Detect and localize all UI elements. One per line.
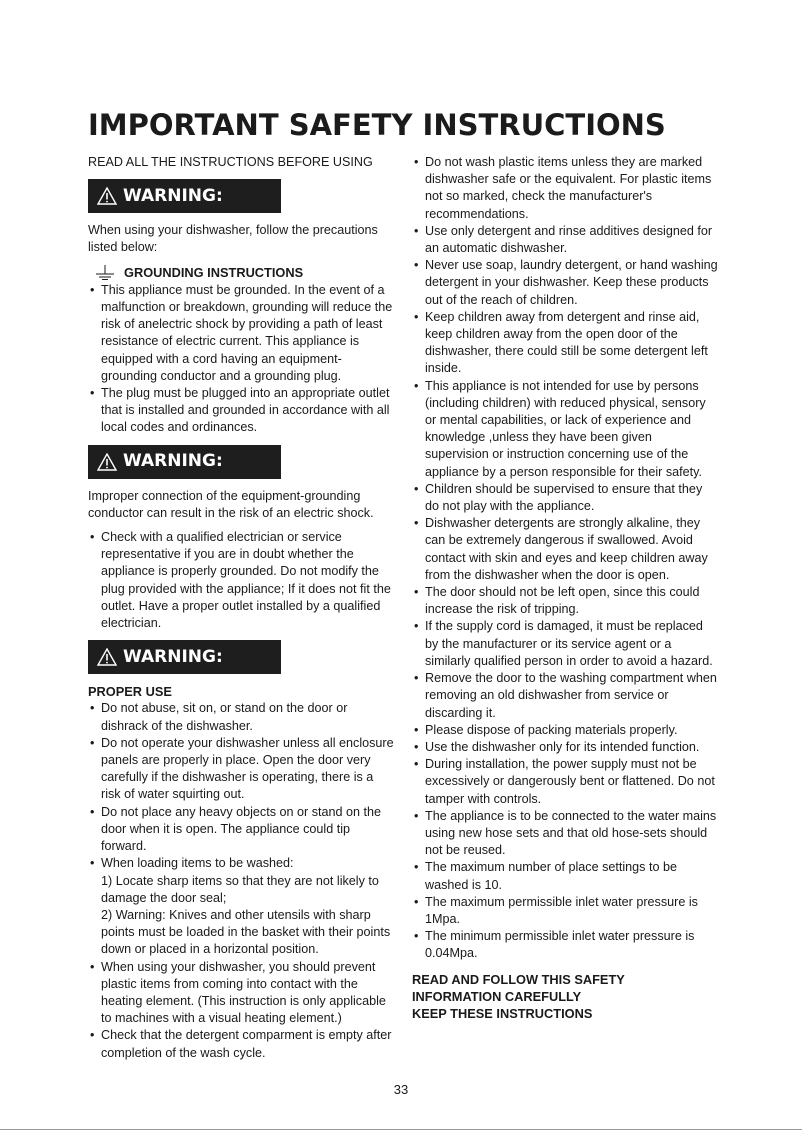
warning-triangle-icon [97, 648, 117, 666]
left-column [88, 154, 394, 1070]
warning-label: WARNING: [123, 185, 223, 206]
list-item: • Please dispose of packing materials properly. [412, 722, 718, 739]
list-item: • The maximum number of place settings to be washed is 10. [412, 859, 718, 893]
warning-bar-2 [88, 445, 281, 479]
bottom-rule [0, 1129, 802, 1130]
list-item: • The plug must be plugged into an appropriate outlet that is installed and grounded in accordance with all local codes and ordinances. [88, 385, 394, 437]
loading-text: • When loading items to be washed: [101, 856, 294, 871]
list-item: • If the supply cord is damaged, it must be replaced by the manufacturer or its service agent or a similarly qualified person in order to avoid a hazard. [412, 618, 718, 670]
list-item: • Remove the door to the washing compartment when removing an old dishwasher from service or discarding it. [412, 670, 718, 722]
electrician-list [88, 529, 394, 632]
proper-use-list [88, 700, 394, 1061]
list-item: • Do not abuse, sit on, or stand on the door or dishrack of the dishwasher. [88, 700, 394, 734]
list-item: • Children should be supervised to ensure that they do not play with the appliance. [412, 481, 718, 515]
loading-sub-1: 1) Locate sharp items so that they are not likely to damage the door seal; [101, 873, 379, 905]
precautions-text: When using your dishwasher, follow the precautions listed below: [88, 223, 378, 255]
final-line: KEEP THESE INSTRUCTIONS [412, 1005, 593, 1021]
list-item: • Do not operate your dishwasher unless all enclosure panels are properly in place. Open the door very carefully if the dishwasher is operating, there is a risk of water squirting out. [88, 735, 394, 804]
list-item: • Keep children away from detergent and rinse aid, keep children away from the open door of the dishwasher, there could still be some detergent left inside. [412, 309, 718, 378]
warning-label: WARNING: [123, 646, 223, 667]
list-item: • During installation, the power supply must not be excessively or dangerously bent or flattened. Do not tamper with controls. [412, 756, 718, 808]
final-notice [412, 971, 718, 1022]
list-item: • Never use soap, laundry detergent, or hand washing detergent in your dishwasher. Keep these products out of the reach of children. [412, 257, 718, 309]
final-line: READ AND FOLLOW THIS SAFETY [412, 971, 625, 987]
list-item: • The door should not be left open, since this could increase the risk of tripping. [412, 584, 718, 618]
warning-triangle-icon [97, 453, 117, 471]
improper-connection-text: Improper connection of the equipment-grounding conductor can result in the risk of an electric shock. [88, 488, 374, 520]
right-column [412, 154, 718, 1022]
loading-sub-2: 2) Warning: Knives and other utensils with sharp points must be loaded in the basket with their points down or placed in a horizontal position. [101, 907, 391, 957]
warning-label: WARNING: [123, 451, 223, 472]
grounding-heading-text: GROUNDING INSTRUCTIONS [124, 264, 304, 280]
list-item: • Check with a qualified electrician or service representative if you are in doubt whether the appliance is properly grounded. Do not modify the plug provided with the appliance; If it does not fit the outlet. Have a proper outlet installed by a qualified electrician. [88, 529, 394, 632]
list-item: • This appliance is not intended for use by persons (including children) with reduced physical, sensory or mental capabilities, or lack of experience and knowledge ,unless they have been given supervision or instruction concerning use of the appliance by a person responsible for their safety. [412, 378, 718, 481]
intro-text: READ ALL THE INSTRUCTIONS BEFORE USING [88, 155, 373, 169]
list-item: • The appliance is to be connected to the water mains using new hose sets and that old hose-sets should not be reused. [412, 808, 718, 860]
ground-symbol-icon [94, 265, 116, 280]
list-item-loading [88, 855, 394, 958]
page-title: IMPORTANT SAFETY INSTRUCTIONS [88, 108, 666, 142]
list-item: • Do not wash plastic items unless they are marked dishwasher safe or the equivalent. For plastic items not so marked, check the manufacturer's recommendations. [412, 154, 718, 223]
final-line: INFORMATION CAREFULLY [412, 988, 582, 1004]
warning-bar-1 [88, 179, 281, 213]
grounding-heading [94, 264, 394, 281]
proper-use-heading: PROPER USE [88, 684, 172, 700]
list-item: • Dishwasher detergents are strongly alkaline, they can be extremely dangerous if swallowed. Avoid contact with skin and eyes and keep children away from the dishwasher when the door is open. [412, 515, 718, 584]
list-item: • Check that the detergent comparment is empty after completion of the wash cycle. [88, 1027, 394, 1061]
list-item: • When using your dishwasher, you should prevent plastic items from coming into contact with the heating element. (This instruction is only applicable to machines with a visual heating element.) [88, 959, 394, 1028]
list-item: • The maximum permissible inlet water pressure is 1Mpa. [412, 894, 718, 928]
warning-bar-3 [88, 640, 281, 674]
warning-triangle-icon [97, 187, 117, 205]
list-item: • Use only detergent and rinse additives designed for an automatic dishwasher. [412, 223, 718, 257]
list-item: • The minimum permissible inlet water pressure is 0.04Mpa. [412, 928, 718, 962]
list-item: • This appliance must be grounded. In the event of a malfunction or breakdown, grounding will reduce the risk of anelectric shock by providing a path of least resistance of electric current. This appliance is equipped with a cord having an equipment-grounding conductor and a grounding plug. [88, 282, 394, 385]
list-item: • Use the dishwasher only for its intended function. [412, 739, 718, 756]
list-item: • Do not place any heavy objects on or stand on the door when it is open. The appliance could tip forward. [88, 804, 394, 856]
page-number: 33 [393, 1082, 409, 1097]
grounding-list [88, 282, 394, 437]
safety-list [412, 154, 718, 963]
